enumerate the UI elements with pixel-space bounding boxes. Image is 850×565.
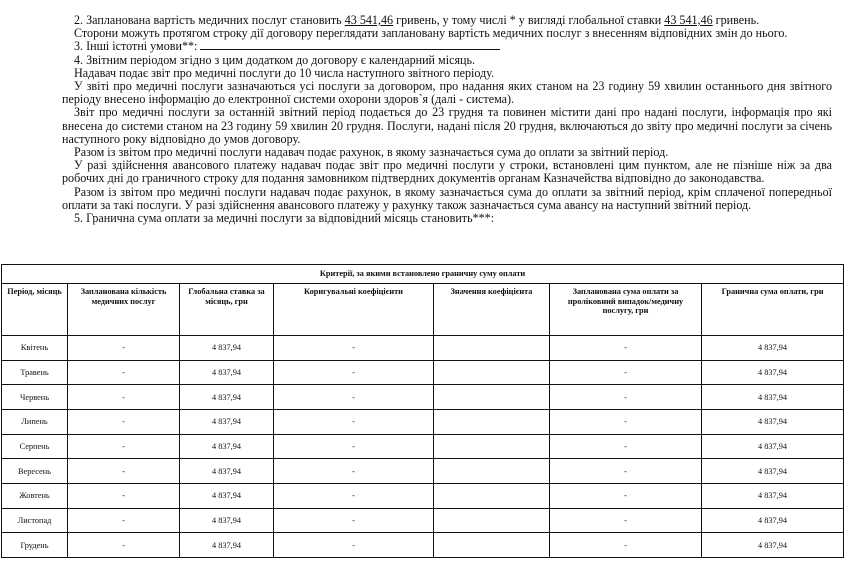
cell-rate: 4 837,94 [180, 385, 274, 410]
cell-coef-value [434, 459, 550, 484]
cell-coef-value [434, 434, 550, 459]
cell-planned: - [550, 533, 702, 558]
cell-month: Серпень [2, 434, 68, 459]
cell-limit: 4 837,94 [702, 459, 844, 484]
table-row [2, 360, 844, 385]
cell-limit: 4 837,94 [702, 336, 844, 361]
blank-line [200, 40, 500, 50]
cell-month: Квітень [2, 336, 68, 361]
cell-coef: - [274, 459, 434, 484]
col-header-coefficients: Коригувальні коефіцієнти [274, 284, 434, 336]
paragraph-invoice: Разом із звітом про медичні послуги надавач подає рахунок, в якому зазначається сума до оплати за звітний період. [74, 145, 669, 160]
cell-month: Червень [2, 385, 68, 410]
cell-coef-value [434, 409, 550, 434]
paragraph-report-deadline: Надавач подає звіт про медичні послуги до 10 числа наступного звітного періоду. [74, 65, 495, 80]
col-header-period: Період, місяць [2, 284, 68, 336]
col-header-planned-qty: Запланована кількість медичних послуг [68, 284, 180, 336]
cell-rate: 4 837,94 [180, 508, 274, 533]
cell-coef: - [274, 360, 434, 385]
table-row [2, 533, 844, 558]
payment-limit-table [1, 264, 844, 558]
cell-qty: - [68, 336, 180, 361]
cell-qty: - [68, 508, 180, 533]
cell-month: Липень [2, 409, 68, 434]
cell-limit: 4 837,94 [702, 483, 844, 508]
cell-limit: 4 837,94 [702, 434, 844, 459]
cell-planned: - [550, 360, 702, 385]
table-row [2, 459, 844, 484]
cell-coef-value [434, 336, 550, 361]
paragraph-other-terms: 3. Інші істотні умови**: [62, 40, 832, 53]
amount-total: 43 541,46 [344, 13, 394, 27]
cell-rate: 4 837,94 [180, 459, 274, 484]
col-header-global-rate: Глобальна ставка за місяць, грн [180, 284, 274, 336]
criteria-header: Критерії, за якими встановлено граничну суму оплати [2, 265, 844, 284]
cell-qty: - [68, 385, 180, 410]
paragraph-final-report: Звіт про медичні послуги за останній звітний період подається до 23 грудня та повинен містити дані про надані послуги, інформація про які внесена до системи станом на 23 годину 59 хвилин 20 грудня. Послуги, надані після 20 грудня, включаються до звіту про медичні послуги за січень наступного року відповідно до умов договору. [62, 105, 832, 146]
cell-month: Листопад [2, 508, 68, 533]
cell-coef-value [434, 533, 550, 558]
cell-coef: - [274, 336, 434, 361]
table-row [2, 434, 844, 459]
cell-qty: - [68, 409, 180, 434]
paragraph-limit-sum: 5. Гранична сума оплати за медичні послуги за відповідний місяць становить***: [74, 211, 495, 226]
cell-coef: - [274, 434, 434, 459]
cell-coef-value [434, 508, 550, 533]
cell-month: Травень [2, 360, 68, 385]
cell-coef: - [274, 385, 434, 410]
col-header-planned-sum: Запланована сума оплати за проліковний випадок/медичну послугу, грн [550, 284, 702, 336]
cell-rate: 4 837,94 [180, 409, 274, 434]
cell-planned: - [550, 483, 702, 508]
table-row [2, 385, 844, 410]
cell-coef: - [274, 508, 434, 533]
cell-limit: 4 837,94 [702, 508, 844, 533]
cell-rate: 4 837,94 [180, 483, 274, 508]
cell-rate: 4 837,94 [180, 533, 274, 558]
table-row [2, 336, 844, 361]
cell-qty: - [68, 360, 180, 385]
col-header-limit-sum: Гранична сума оплати, грн [702, 284, 844, 336]
cell-coef-value [434, 360, 550, 385]
cell-coef: - [274, 533, 434, 558]
cell-qty: - [68, 533, 180, 558]
cell-coef: - [274, 409, 434, 434]
cell-qty: - [68, 459, 180, 484]
cell-coef: - [274, 483, 434, 508]
paragraph-report-content: У звіті про медичні послуги зазначаються усі послуги за договором, про надання яких станом на 23 годину 59 хвилин останнього дня звітного періоду внесено інформацію до електронної системи охорони здоров`я (далі - система). [62, 79, 832, 107]
cell-month: Грудень [2, 533, 68, 558]
cell-rate: 4 837,94 [180, 434, 274, 459]
cell-limit: 4 837,94 [702, 385, 844, 410]
contract-text [62, 14, 832, 225]
paragraph-revision: Сторони можуть протягом строку дії договору переглядати заплановану вартість медичних послуг з внесенням відповідних змін до нього. [74, 26, 788, 41]
paragraph-planned-cost: 2. Запланована вартість медичних послуг становить 43 541,46 гривень, у тому числі * у вигляді глобальної ставки 43 541,46 гривень. [74, 13, 760, 27]
cell-planned: - [550, 336, 702, 361]
cell-limit: 4 837,94 [702, 533, 844, 558]
amount-global: 43 541,46 [664, 13, 713, 27]
cell-qty: - [68, 434, 180, 459]
cell-qty: - [68, 483, 180, 508]
cell-planned: - [550, 385, 702, 410]
table-row [2, 508, 844, 533]
cell-limit: 4 837,94 [702, 409, 844, 434]
cell-rate: 4 837,94 [180, 360, 274, 385]
table-row [2, 409, 844, 434]
cell-planned: - [550, 409, 702, 434]
cell-coef-value [434, 385, 550, 410]
paragraph-reporting-period: 4. Звітним періодом згідно з цим додатком до договору є календарний місяць. [74, 52, 476, 67]
table-row [2, 483, 844, 508]
cell-coef-value [434, 483, 550, 508]
cell-month: Жовтень [2, 483, 68, 508]
cell-month: Вересень [2, 459, 68, 484]
col-header-coef-value: Значення коефіцієнта [434, 284, 550, 336]
cell-limit: 4 837,94 [702, 360, 844, 385]
cell-rate: 4 837,94 [180, 336, 274, 361]
cell-planned: - [550, 459, 702, 484]
cell-planned: - [550, 434, 702, 459]
paragraph-advance: У разі здійснення авансового платежу надавач подає звіт про медичні послуги у строки, встановлені цим пунктом, але не пізніше ніж за два робочих дні до граничного строку для подання замовником підтвердних документів органам Казначейства відповідно до законодавства. [62, 158, 832, 186]
paragraph-invoice-advance: Разом із звітом про медичні послуги надавач подає рахунок, в якому зазначається сума до оплати за звітний період, крім сплаченої попередньої оплати за такі послуги. У разі здійснення авансового платежу у рахунку також зазначається сума авансу на наступний звітний період. [62, 184, 832, 212]
cell-planned: - [550, 508, 702, 533]
